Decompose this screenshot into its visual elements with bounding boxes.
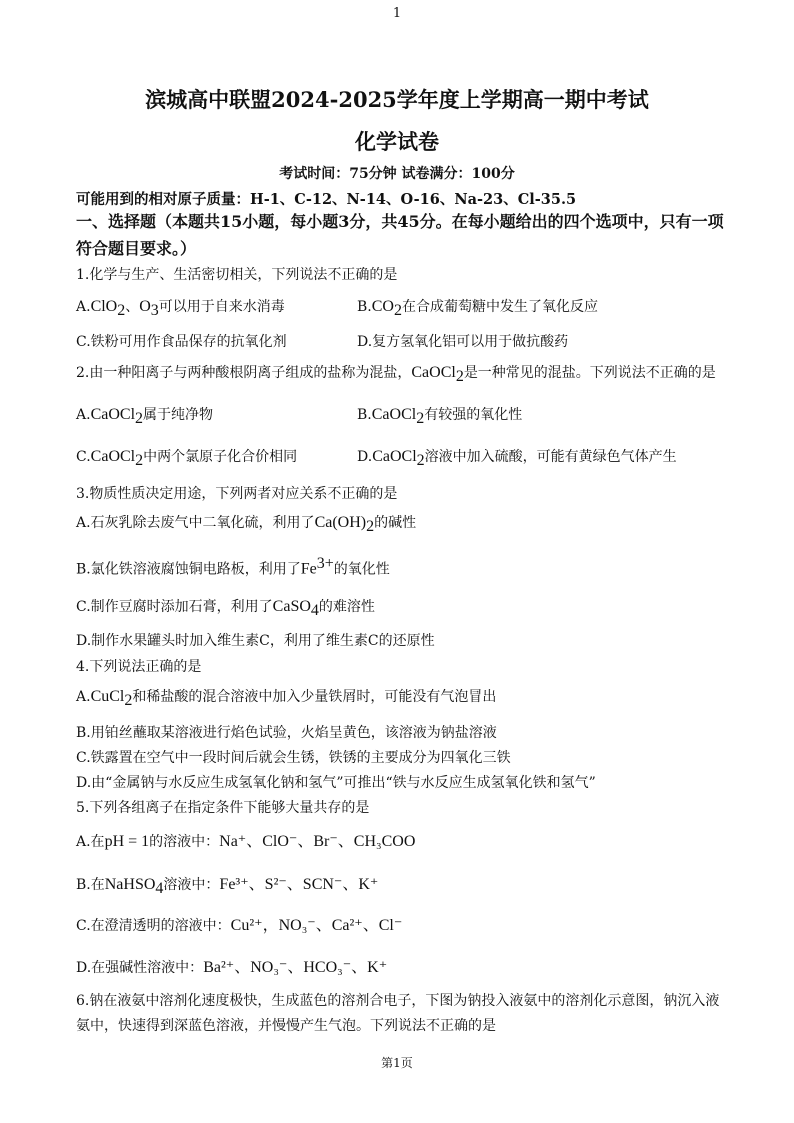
q2-option-c: C.CaOCl$_2$中两个氯原子化合价相同	[76, 448, 298, 469]
q2-option-d: D.CaOCl$_2$溶液中加入硫酸，可能有黄绿色气体产生	[357, 448, 677, 469]
q4-option-b: B.用铂丝蘸取某溶液进行焰色试验，火焰呈黄色，该溶液为钠盐溶液	[76, 725, 497, 741]
q4-option-c: C.铁露置在空气中一段时间后就会生锈，铁锈的主要成分为四氧化三铁	[76, 750, 511, 766]
q5-option-c: C.在澄清透明的溶液中：Cu²⁺，NO₃⁻、Ca²⁺、Cl⁻	[76, 917, 403, 934]
exam-info: 考试时间：75分钟 试卷满分：100分	[279, 166, 515, 182]
q5-option-d: D.在强碱性溶液中：Ba²⁺、NO₃⁻、HCO₃⁻、K⁺	[76, 959, 388, 976]
q3-option-b: B.氯化铁溶液腐蚀铜电路板，利用了$Fe^{3+}$的氧化性	[76, 555, 390, 578]
atomic-mass-line: 可能用到的相对原子质量：H-1、C-12、N-14、O-16、Na-23、Cl-35.5	[76, 191, 577, 208]
exam-title: 滨城高中联盟2024-2025学年度上学期高一期中考试	[145, 87, 649, 112]
q3-stem: 3.物质性质决定用途，下列两者对应关系不正确的是	[76, 486, 398, 502]
q2-stem: 2.由一种阳离子与两种酸根阴离子组成的盐称为混盐，CaOCl$_2$是一种常见的混盐。下列说法不正确的是	[76, 364, 716, 385]
q6-stem-line1: 6.钠在液氨中溶剂化速度极快，生成蓝色的溶剂合电子，下图为钠投入液氨中的溶剂化示意图，钠沉入液	[76, 993, 720, 1009]
exam-subtitle: 化学试卷	[355, 129, 439, 154]
q6-stem-line2: 氨中，快速得到深蓝色溶液，并慢慢产生气泡。下列说法不正确的是	[76, 1018, 496, 1034]
q4-option-d: D.由“金属钠与水反应生成氢氧化钠和氢气”可推出“铁与水反应生成氢氧化铁和氢气”	[76, 775, 596, 791]
section-heading: 一、选择题（本题共15小题，每小题3分，共45分。在每小题给出的四个选项中，只有一项符合题目要求。）	[76, 212, 724, 258]
q3-option-d: D.制作水果罐头时加入维生素C，利用了维生素C的还原性	[76, 633, 435, 649]
q5-option-a: A.在pH = 1的溶液中：Na⁺、ClO⁻、Br⁻、CH₃COO	[76, 833, 416, 850]
q1-option-d: D.复方氢氧化铝可以用于做抗酸药	[357, 334, 569, 350]
q1-option-c: C.铁粉可用作食品保存的抗氧化剂	[76, 334, 287, 350]
q5-option-b: B.在NaHSO$_4$溶液中：Fe³⁺、S²⁻、SCN⁻、K⁺	[76, 876, 379, 897]
q1-option-a: A.ClO$_2$、$O_3$可以用于自来水消毒	[76, 298, 285, 319]
q4-stem: 4.下列说法正确的是	[76, 659, 202, 675]
q1-stem: 1.化学与生产、生活密切相关，下列说法不正确的是	[76, 267, 398, 283]
q2-option-b: B.CaOCl$_2$有较强的氧化性	[357, 406, 523, 427]
q4-option-a: A.CuCl$_2$和稀盐酸的混合溶液中加入少量铁屑时，可能没有气泡冒出	[76, 688, 497, 709]
q5-stem: 5.下列各组离子在指定条件下能够大量共存的是	[76, 800, 370, 816]
page-footer: 第1页	[381, 1056, 413, 1070]
q2-option-a: A.CaOCl$_2$属于纯净物	[76, 406, 214, 427]
q3-option-a: A.石灰乳除去废气中二氧化硫，利用了$Ca(OH)_2$的碱性	[76, 514, 417, 535]
q1-option-b: $B.CO_2$在合成葡萄糖中发生了氧化反应	[357, 298, 598, 319]
page-number-top: 1	[392, 6, 402, 21]
q3-option-c: C.制作豆腐时添加石膏，利用了CaSO$_4$的难溶性	[76, 598, 375, 619]
